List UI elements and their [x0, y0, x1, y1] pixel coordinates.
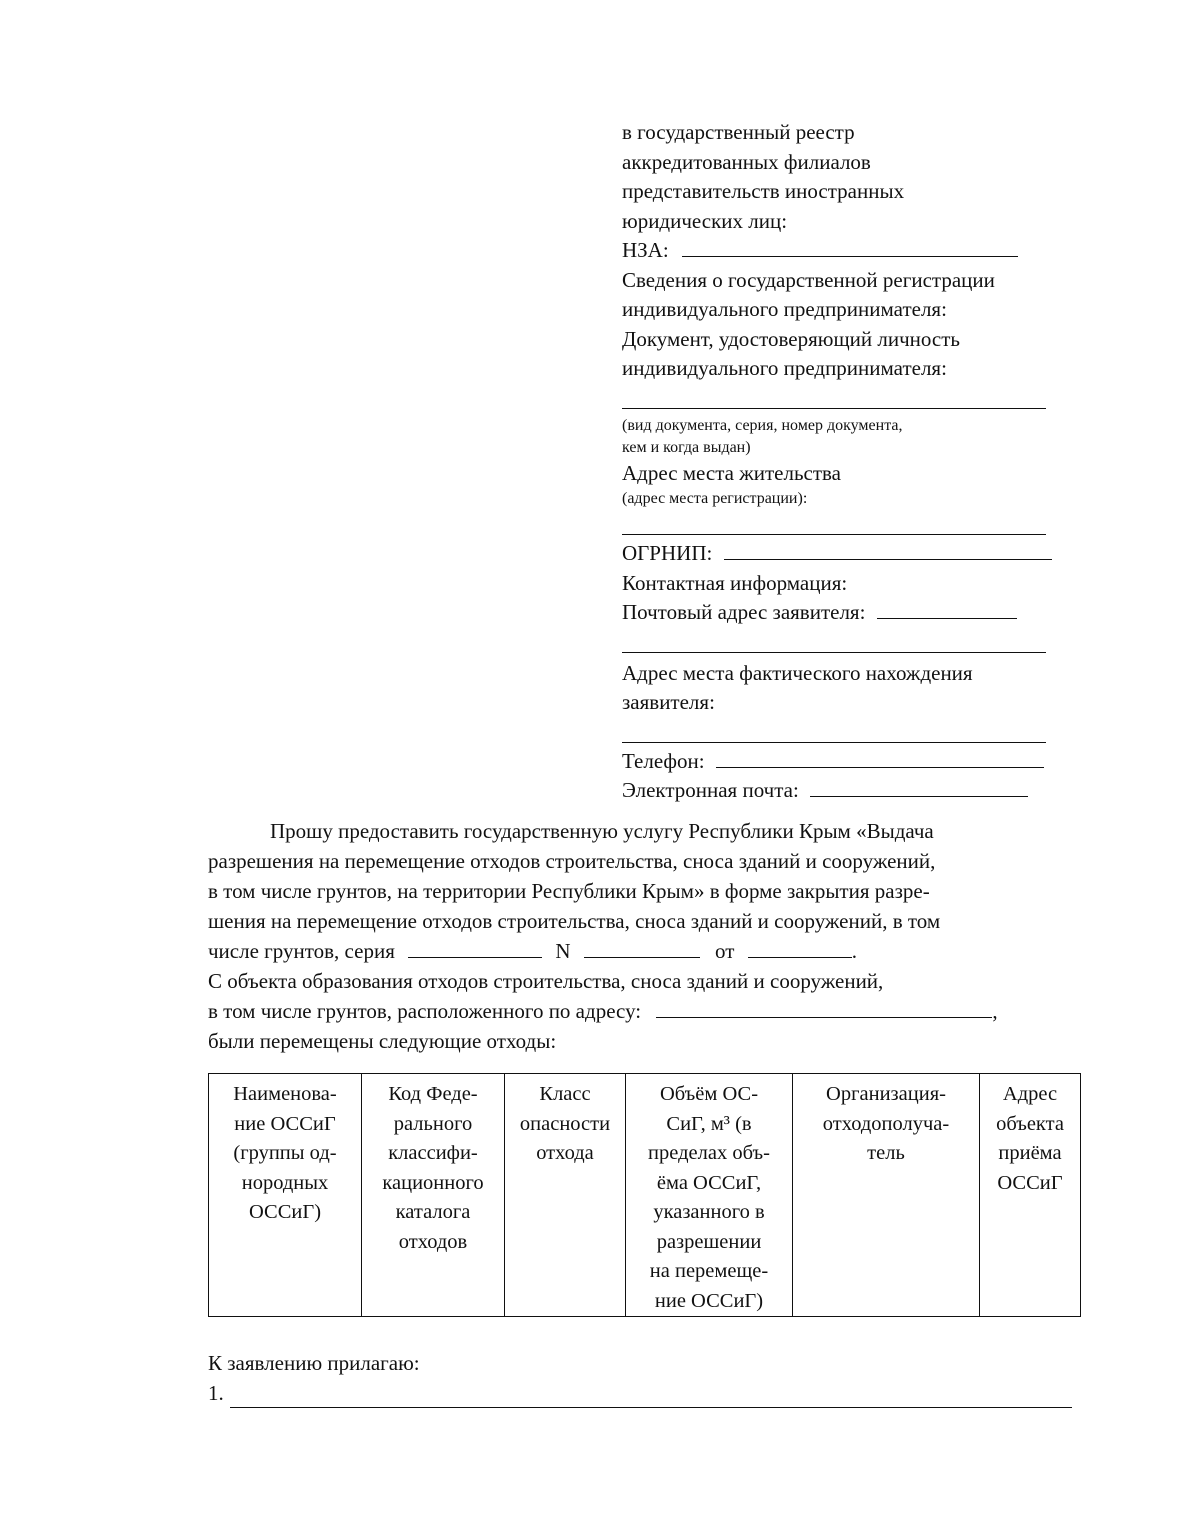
- object-address-label: в том числе грунтов, расположенного по адресу:: [208, 999, 642, 1023]
- postal-address-field[interactable]: [877, 598, 1017, 619]
- series-text: числе грунтов, серия: [208, 939, 395, 963]
- phone-row: [622, 747, 1092, 777]
- identity-document-line: Документ, удостоверяющий личность: [622, 326, 960, 351]
- registry-line: представительств иностранных: [622, 179, 905, 203]
- nza-field[interactable]: [682, 236, 1018, 257]
- ogrnip-label: ОГРНИП:: [622, 541, 713, 565]
- attachment-number: 1.: [208, 1381, 224, 1405]
- ogrnip-row: [622, 539, 1092, 569]
- registry-line: аккредитованных филиалов: [622, 149, 871, 174]
- number-label: N: [555, 939, 571, 963]
- number-field[interactable]: [584, 937, 700, 958]
- actual-address-field[interactable]: [622, 742, 1046, 743]
- col-recipient-organization: Организация- отходополуча- тель: [793, 1074, 980, 1317]
- waste-table: [208, 1073, 1081, 1317]
- actual-address-line: заявителя:: [622, 690, 715, 714]
- col-reception-address: Адрес объекта приёма ОССиГ: [980, 1074, 1081, 1317]
- object-address-comma: ,: [992, 999, 998, 1023]
- object-line: С объекта образования отходов строительства, сноса зданий и сооружений,: [208, 969, 884, 993]
- request-line: в том числе грунтов, на территории Республики Крым» в форме закрытия разре-: [208, 879, 930, 903]
- col-hazard-class: Класс опасности отхода: [505, 1074, 626, 1317]
- nza-label: НЗА:: [622, 238, 669, 262]
- registry-line: в государственный реестр: [622, 120, 855, 144]
- ogrnip-field[interactable]: [724, 539, 1052, 560]
- email-label: Электронная почта:: [622, 778, 799, 802]
- identity-document-hint: кем и когда выдан): [622, 438, 751, 456]
- end-period: .: [851, 939, 857, 963]
- email-row: [622, 776, 1092, 806]
- request-paragraph: [208, 816, 1082, 1056]
- applicant-details-block: [622, 118, 1092, 806]
- actual-address-line: Адрес места фактического нахождения: [622, 660, 973, 685]
- postal-address-row: [622, 598, 1092, 628]
- ip-registration-line: индивидуального предпринимателя:: [622, 297, 947, 321]
- attachments-section: [208, 1348, 1072, 1408]
- attachment-field-1[interactable]: [230, 1387, 1072, 1408]
- object-address-field[interactable]: [656, 997, 992, 1018]
- moved-waste-line: были перемещены следующие отходы:: [208, 1029, 557, 1053]
- attachments-label: К заявлению прилагаю:: [208, 1351, 420, 1375]
- col-fkko-code: Код Феде- рального классифи- кационного каталога отходов: [362, 1074, 505, 1317]
- request-line: разрешения на перемещение отходов строительства, сноса зданий и сооружений,: [208, 849, 936, 873]
- col-volume: Объём ОС- СиГ, м³ (в пределах объ- ёма ОССиГ, указанного в разрешении на перемеще- ние ОССиГ): [626, 1074, 793, 1317]
- attachment-item-1: [208, 1378, 1072, 1408]
- identity-document-hint: (вид документа, серия, номер документа,: [622, 416, 903, 434]
- col-waste-name: Наименова- ние ОССиГ (группы од- нородных ОССиГ): [209, 1074, 362, 1317]
- contact-info-label: Контактная информация:: [622, 570, 848, 595]
- table-header-row: [209, 1074, 1081, 1317]
- permit-series-row: [208, 936, 1082, 966]
- request-line: шения на перемещение отходов строительства, сноса зданий и сооружений, в том: [208, 909, 941, 933]
- residence-hint: (адрес места регистрации):: [622, 490, 808, 507]
- series-field[interactable]: [408, 937, 542, 958]
- ip-registration-line: Сведения о государственной регистрации: [622, 267, 995, 292]
- nza-row: [622, 236, 1092, 266]
- phone-field[interactable]: [716, 747, 1044, 768]
- postal-address-label: Почтовый адрес заявителя:: [622, 600, 866, 624]
- date-field[interactable]: [748, 937, 852, 958]
- identity-document-line: индивидуального предпринимателя:: [622, 356, 947, 380]
- registry-line: юридических лиц:: [622, 208, 788, 233]
- residence-address-field[interactable]: [622, 534, 1046, 535]
- phone-label: Телефон:: [622, 748, 705, 773]
- request-line: Прошу предоставить государственную услугу Республики Крым «Выдача: [270, 819, 934, 843]
- email-field[interactable]: [810, 776, 1028, 797]
- postal-address-field-continuation[interactable]: [622, 652, 1046, 653]
- object-address-row: [208, 996, 1082, 1026]
- residence-label: Адрес места жительства: [622, 460, 841, 485]
- date-label: от: [715, 939, 735, 963]
